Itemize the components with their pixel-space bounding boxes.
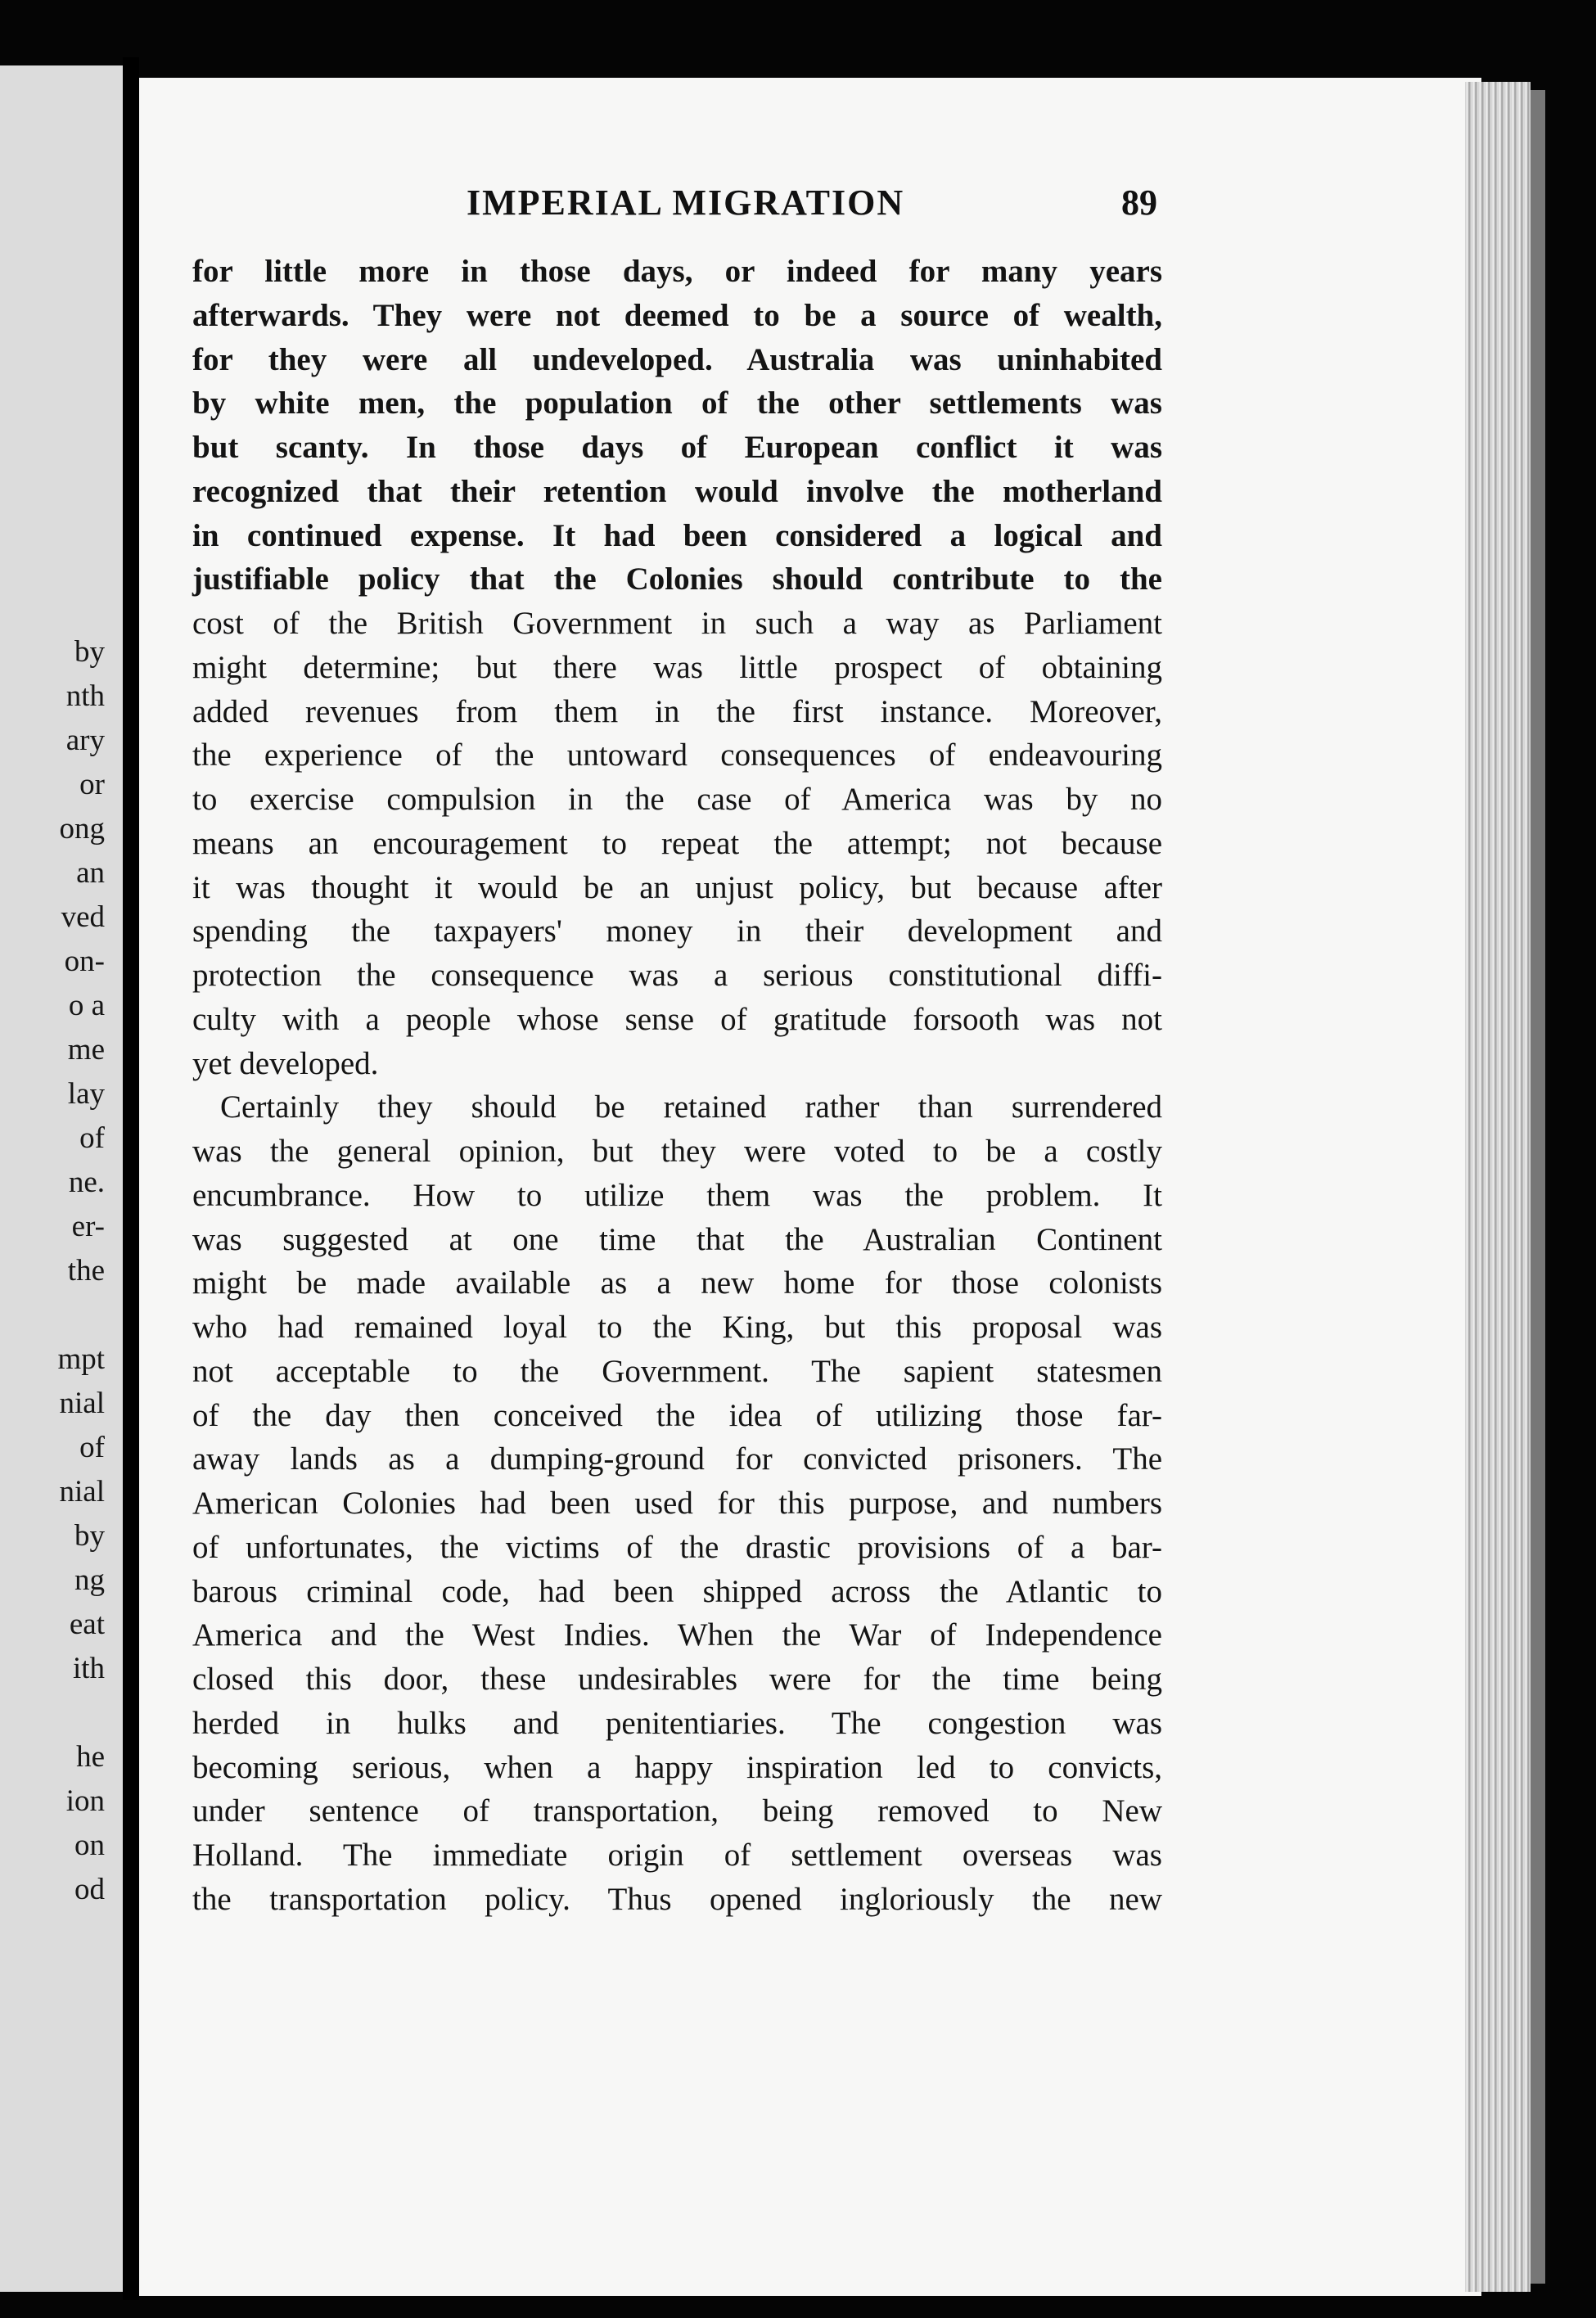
text-line: of unfortunates, the victims of the drastic provisions of a bar-: [192, 1529, 1162, 1565]
left-fragment-line: on-: [64, 945, 105, 978]
left-fragment-line: ith: [72, 1652, 105, 1685]
left-fragment-line: ong: [59, 812, 105, 846]
left-fragment-line: eat: [69, 1608, 105, 1641]
left-fragment-line: ary: [65, 724, 105, 757]
page-edge-stack: [1465, 82, 1531, 2292]
left-fragment-line: lay: [67, 1077, 105, 1111]
text-line: was suggested at one time that the Australian Continent: [192, 1221, 1162, 1257]
text-line: to exercise compulsion in the case of America was by no: [192, 782, 1162, 817]
text-line: of the day then conceived the idea of utilizing those far-: [192, 1397, 1162, 1433]
left-fragment-line: nth: [65, 679, 105, 713]
text-line: added revenues from them in the first instance. Moreover,: [192, 693, 1162, 729]
left-fragment-line: the: [67, 1254, 105, 1288]
left-fragment-line: ved: [61, 900, 105, 934]
text-line: spending the taxpayers' money in their development and: [192, 913, 1162, 949]
left-fragment-line: he: [76, 1740, 105, 1774]
left-fragment-line: or: [79, 768, 105, 801]
text-line: closed this door, these undesirables were for the time being: [192, 1662, 1162, 1697]
page-edge-shadow: [1531, 90, 1545, 2284]
text-line: American Colonies had been used for this purpose, and numbers: [192, 1486, 1162, 1521]
left-fragment-line: mpt: [57, 1342, 105, 1376]
text-line: encumbrance. How to utilize them was the problem. It: [192, 1177, 1162, 1213]
text-line: cost of the British Government in such a way as Parliament: [192, 606, 1162, 641]
text-line: away lands as a dumping-ground for convicted prisoners. The: [192, 1441, 1162, 1477]
text-line: might determine; but there was little prospect of obtaining: [192, 649, 1162, 685]
text-line: afterwards. They were not deemed to be a source of wealth,: [192, 297, 1162, 333]
left-fragment-line: ion: [65, 1784, 105, 1818]
left-fragment-line: nial: [59, 1387, 105, 1420]
body-text: [192, 250, 1162, 1922]
text-line: means an encouragement to repeat the attempt; not because: [192, 825, 1162, 861]
text-line: might be made available as a new home for those colonists: [192, 1265, 1162, 1301]
left-fragment-line: of: [79, 1121, 105, 1155]
left-fragment-line: o a: [68, 989, 105, 1022]
text-line: protection the consequence was a serious constitutional diffi-: [192, 958, 1162, 993]
running-head-title: IMPERIAL MIGRATION: [467, 183, 905, 223]
text-line: not acceptable to the Government. The sapient statesmen: [192, 1353, 1162, 1389]
text-line-paragraph-start: Certainly they should be retained rather than surrendered: [220, 1089, 1162, 1125]
left-fragment-line: me: [67, 1033, 105, 1067]
left-fragment-line: ne.: [68, 1166, 105, 1199]
left-fragment-line: of: [79, 1431, 105, 1464]
text-line: who had remained loyal to the King, but this proposal was: [192, 1310, 1162, 1345]
text-line: America and the West Indies. When the War of Independence: [192, 1617, 1162, 1653]
page-number: 89: [1121, 183, 1157, 223]
text-line: under sentence of transportation, being removed to New: [192, 1793, 1162, 1829]
text-line: for little more in those days, or indeed for many years: [192, 254, 1162, 289]
text-line: the experience of the untoward consequences of endeavouring: [192, 737, 1162, 773]
text-line: the transportation policy. Thus opened ingloriously the new: [192, 1881, 1162, 1917]
left-page-text-fragments: [57, 630, 105, 1912]
text-line-paragraph-end: yet developed.: [192, 1045, 379, 1081]
text-line: justifiable policy that the Colonies should contribute to the: [192, 561, 1162, 598]
left-fragment-line: an: [76, 856, 105, 890]
text-line: Holland. The immediate origin of settlement overseas was: [192, 1838, 1162, 1873]
text-line: recognized that their retention would involve the motherland: [192, 473, 1162, 509]
text-line: in continued expense. It had been considered a logical and: [192, 517, 1162, 553]
text-line: it was thought it would be an unjust policy, but because after: [192, 869, 1162, 905]
text-line: was the general opinion, but they were voted to be a costly: [192, 1134, 1162, 1169]
left-fragment-line: by: [74, 1519, 105, 1553]
left-fragment-line: on: [74, 1829, 105, 1862]
left-fragment-gap: [57, 1293, 105, 1337]
text-line: herded in hulks and penitentiaries. The congestion was: [192, 1705, 1162, 1741]
left-page: [0, 65, 123, 2292]
left-fragment-line: ng: [74, 1563, 105, 1597]
text-line: culty with a people whose sense of gratitude forsooth was not: [192, 1001, 1162, 1037]
text-line: by white men, the population of the other settlements was: [192, 386, 1162, 422]
book-gutter: [123, 57, 139, 2300]
left-fragment-line: nial: [59, 1475, 105, 1509]
left-fragment-gap: [57, 1691, 105, 1735]
left-fragment-line: by: [74, 635, 105, 669]
text-line: for they were all undeveloped. Australia was uninhabited: [192, 341, 1162, 377]
left-fragment-line: od: [74, 1873, 105, 1906]
text-line: but scanty. In those days of European conflict it was: [192, 430, 1162, 465]
text-line: barous criminal code, had been shipped across the Atlantic to: [192, 1573, 1162, 1609]
left-fragment-line: er-: [71, 1210, 105, 1243]
text-line: becoming serious, when a happy inspiration led to convicts,: [192, 1749, 1162, 1785]
